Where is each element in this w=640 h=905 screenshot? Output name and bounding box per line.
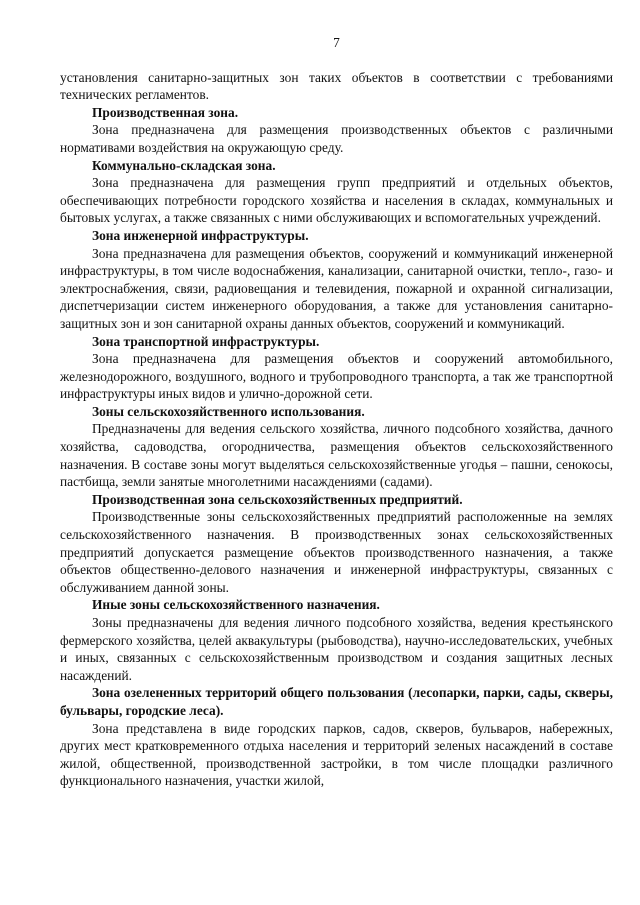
paragraph: Зона предназначена для размещения объектов, сооружений и коммуникаций инженерной инфраструктуры, в том числе водоснабжения, канализации, санитарной очистки, тепло-, газо- и электроснабжения, связи, радиовещания и телевидения, пожарной и охранной сигнализации, диспетчеризации систем инженерного оборудования, а также для установления санитарно-защитных зон и зон санитарной охраны данных объектов, сооружений и коммуникаций.	[60, 245, 613, 331]
heading-communal-storage-zone: Коммунально-складская зона.	[92, 157, 276, 173]
heading-transport-infrastructure-zone: Зона транспортной инфраструктуры.	[92, 333, 320, 349]
heading-agricultural-enterprises-zone: Производственная зона сельскохозяйственных предприятий.	[92, 491, 463, 507]
heading-other-agricultural-zones: Иные зоны сельскохозяйственного назначения.	[92, 597, 380, 613]
paragraph: Предназначены для ведения сельского хозяйства, личного подсобного хозяйства, дачного хозяйства, садоводства, огородничества, размещения объектов сельскохозяйственного назначения. В составе зоны могут выделяться сельскохозяйственные угодья – пашни, сенокосы, пастбища, земли занятые многолетними насаждениями (садами).	[60, 421, 613, 490]
paragraph: Зона предназначена для размещения групп предприятий и отдельных объектов, обеспечивающих потребности городского хозяйства и населения в складах, коммунальных и бытовых услугах, а также связанных с ними обслуживающих и вспомогательных учреждений.	[60, 175, 613, 226]
paragraph: Зона представлена в виде городских парков, садов, скверов, бульваров, набережных, других мест кратковременного отдыха населения и территорий зеленых насаждений в составе жилой, общественной, производственной застройки, в том числе площадки различного функционального назначения, участки жилой,	[60, 720, 613, 789]
heading-agricultural-use-zones: Зоны сельскохозяйственного использования.	[92, 403, 365, 419]
paragraph: Зоны предназначены для ведения личного подсобного хозяйства, ведения крестьянского фермерского хозяйства, целей аквакультуры (рыбоводства), научно-исследовательских, учебных и иных, связанных с сельскохозяйственным производством и создания защитных лесных насаждений.	[60, 615, 613, 683]
paragraph: Зона предназначена для размещения объектов и сооружений автомобильного, железнодорожного, воздушного, водного и трубопроводного транспорта, а так же транспортной инфраструктуры иных видов и улично-дорожной сети.	[60, 351, 613, 402]
heading-green-public-areas-zone: Зона озелененных территорий общего пользования (лесопарки, парки, сады, скверы, бульвары, городские леса).	[60, 685, 613, 718]
paragraph: Зона предназначена для размещения производственных объектов с различными нормативами воздействия на окружающую среду.	[60, 122, 613, 155]
page-number: 7	[333, 35, 340, 50]
paragraph-continuation: установления санитарно-защитных зон таких объектов в соответствии с требованиями технических регламентов.	[60, 69, 613, 103]
heading-engineering-infrastructure-zone: Зона инженерной инфраструктуры.	[92, 227, 309, 243]
paragraph: Производственные зоны сельскохозяйственных предприятий расположенные на землях сельскохозяйственного назначения. В производственных зонах сельскохозяйственных предприятий допускается размещение объектов производственного назначения, а также объектов общественно-делового назначения и инженерной инфраструктуры, связанных с обслуживанием данной зоны.	[60, 509, 613, 595]
heading-production-zone: Производственная зона.	[92, 104, 239, 120]
